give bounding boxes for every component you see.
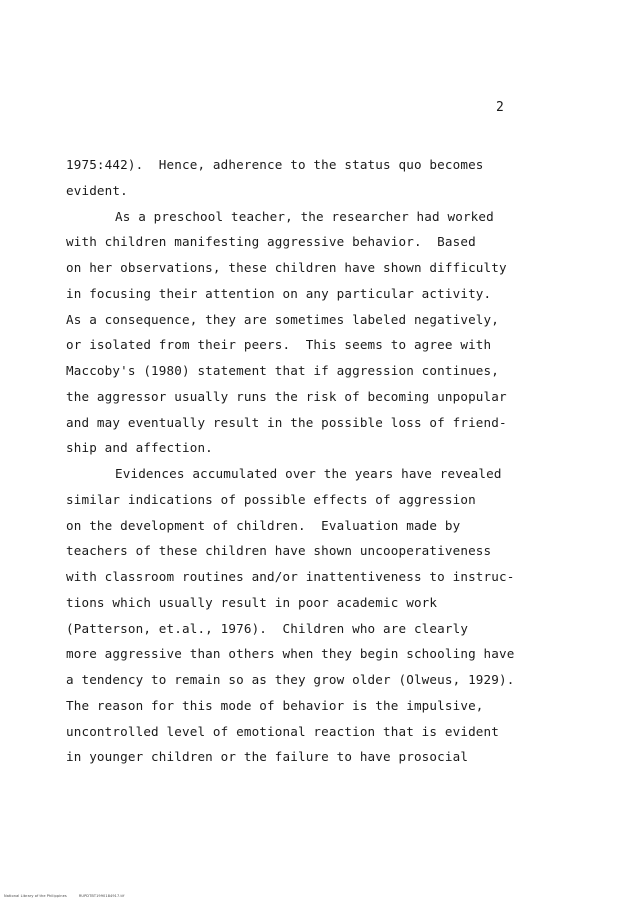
page-number: 2 [496,100,505,115]
text-line: uncontrolled level of emotional reaction that is evident [66,723,499,739]
text-line: in younger children or the failure to have prosocial [66,749,469,765]
text-line: on the development of children. Evaluation made by [66,517,461,533]
text-line: similar indications of possible effects of aggression [66,491,476,507]
scan-footer [4,894,124,898]
paragraph-3 [66,461,566,770]
text-line: in focusing their attention on any particular activity. [66,285,492,301]
text-line: more aggressive than others when they begin schooling have [66,646,515,662]
text-line: or isolated from their peers. This seems to agree with [66,337,492,353]
text-line: 1975:442). Hence, adherence to the status quo becomes [66,157,484,172]
text-line: on her observations, these children have shown difficulty [66,260,507,275]
text-line: ship and affection. [66,440,213,456]
text-line: evident. [66,182,128,198]
text-line: The reason for this mode of behavior is the impulsive, [66,697,484,713]
text-line: and may eventually result in the possible loss of friend- [66,414,507,430]
text-line: Evidences accumulated over the years have revealed [115,466,502,481]
text-line: the aggressor usually runs the risk of becoming unpopular [66,388,507,404]
text-line: (Patterson, et.al., 1976). Children who are clearly [66,620,469,636]
footer-filename: RUPDTBT1990184917.tif [78,894,125,898]
paragraph-1 [66,152,566,204]
footer-library: National Library of the Philippines [4,894,67,898]
body-text [66,152,566,770]
text-line: As a consequence, they are sometimes labeled negatively, [66,311,499,327]
text-line: Maccoby's (1980) statement that if aggression continues, [66,363,499,378]
text-line: As a preschool teacher, the researcher had worked [115,208,494,224]
text-line: with classroom routines and/or inattentiveness to instruc- [66,569,515,584]
paragraph-2 [66,204,566,462]
text-line: a tendency to remain so as they grow older (Olweus, 1929). [66,672,515,687]
text-line: with children manifesting aggressive behavior. Based [66,234,476,250]
text-line: tions which usually result in poor academic work [66,594,438,610]
text-line: teachers of these children have shown uncooperativeness [66,543,492,559]
